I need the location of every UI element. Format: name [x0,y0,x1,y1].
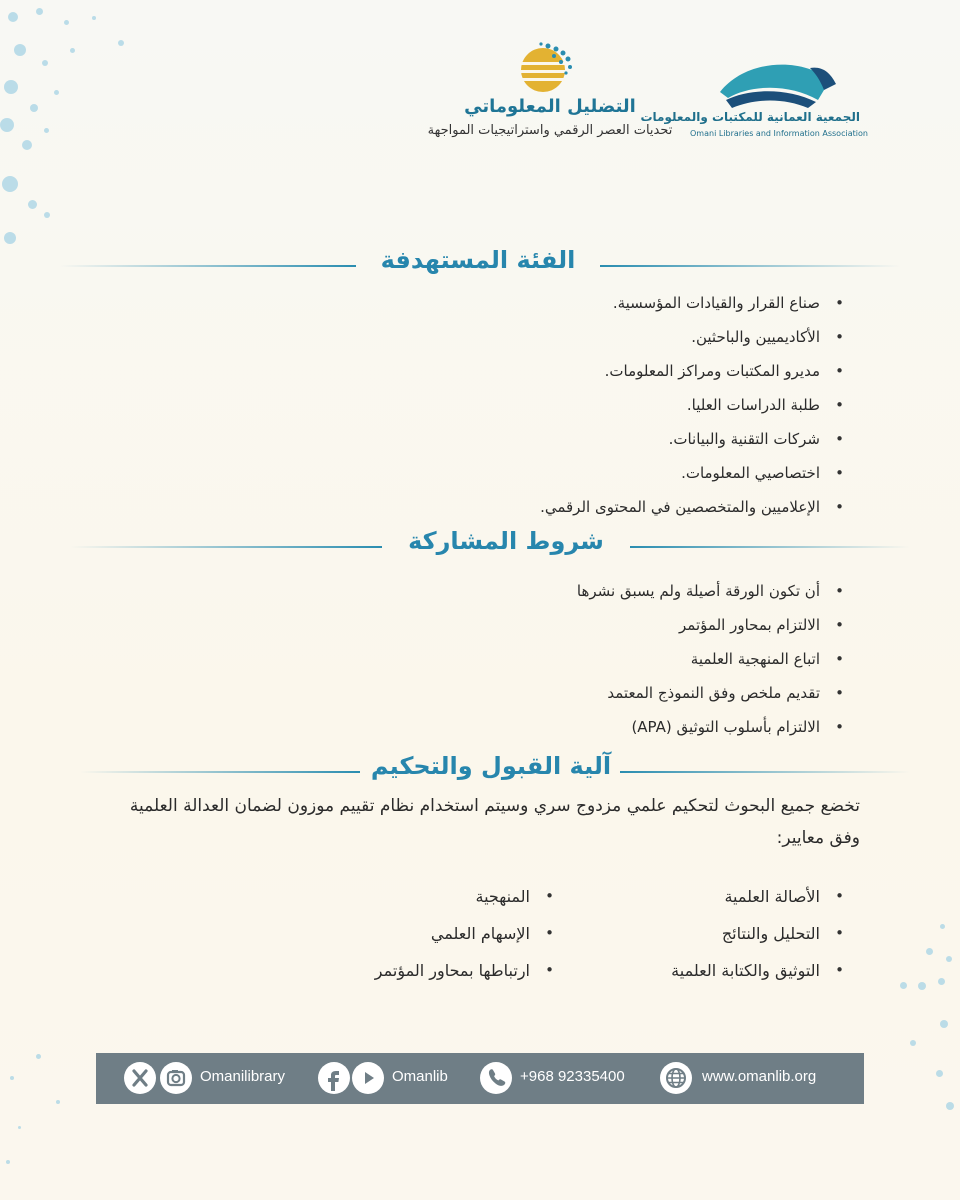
conditions-header [60,525,900,565]
conditions-list [577,582,844,752]
conditions-title: شروط المشاركة [408,527,604,555]
review-description: تخضع جميع البحوث لتحكيم علمي مزدوج سري وسيتم استخدام نظام تقييم موزون لضمان العدالة العلمية وفق معايير: [129,796,860,848]
youtube-icon[interactable] [352,1062,384,1094]
association-name-ar: الجمعية العمانية للمكتبات والمعلومات [640,110,860,124]
book-wave-icon [690,50,860,110]
list-item: • الالتزام بمحاور المؤتمر [577,616,844,650]
association-name-en: Omani Libraries and Information Association [690,129,868,138]
conference-subtitle: تحديات العصر الرقمي واستراتيجيات المواجهة [427,123,673,138]
list-item: • ارتباطها بمحاور المؤتمر [375,961,554,998]
criteria-list-right [671,887,844,998]
list-item: • الإعلاميين والمتخصصين في المحتوى الرقمي. [540,498,844,532]
review-title: آلية القبول والتحكيم [370,752,612,780]
conference-logo [400,40,700,150]
facebook-icon[interactable] [318,1062,350,1094]
list-item: • المنهجية [375,887,554,924]
conference-title: التضليل المعلوماتي [464,96,636,117]
list-item: • أن تكون الورقة أصيلة ولم يسبق نشرها [577,582,844,616]
globe-icon [660,1062,692,1094]
list-item: • شركات التقنية والبيانات. [540,430,844,464]
list-item: • تقديم ملخص وفق النموذج المعتمد [577,684,844,718]
target-audience-title: الفئة المستهدفة [380,246,576,274]
x-icon[interactable] [124,1062,156,1094]
list-item: • الأصالة العلمية [671,887,844,924]
list-item: • صناع القرار والقيادات المؤسسية. [540,294,844,328]
list-item: • التوثيق والكتابة العلمية [671,961,844,998]
list-item: • التحليل والنتائج [671,924,844,961]
phone-icon [480,1062,512,1094]
list-item: • مديرو المكتبات ومراكز المعلومات. [540,362,844,396]
list-item: • اختصاصيي المعلومات. [540,464,844,498]
decorative-dots-top-left [0,0,140,260]
criteria-list-left [375,887,554,998]
list-item: • اتباع المنهجية العلمية [577,650,844,684]
instagram-icon[interactable] [160,1062,192,1094]
association-logo [640,50,868,150]
website-link[interactable]: www.omanlib.org [702,1068,817,1085]
list-item: • طلبة الدراسات العليا. [540,396,844,430]
globe-dots-icon [508,40,578,96]
facebook-youtube-handle[interactable]: Omanlib [392,1068,448,1085]
target-audience-list [540,294,844,532]
phone-number[interactable]: +968 92335400 [520,1068,625,1085]
decorative-dots-bottom-right [880,920,960,1120]
list-item: • الأكاديميين والباحثين. [540,328,844,362]
target-audience-header [60,244,900,284]
instagram-x-handle[interactable]: Omanilibrary [200,1068,286,1085]
contact-footer [96,1053,864,1104]
list-item: • الالتزام بأسلوب التوثيق (APA) [577,718,844,752]
list-item: • الإسهام العلمي [375,924,554,961]
review-header [60,750,900,790]
